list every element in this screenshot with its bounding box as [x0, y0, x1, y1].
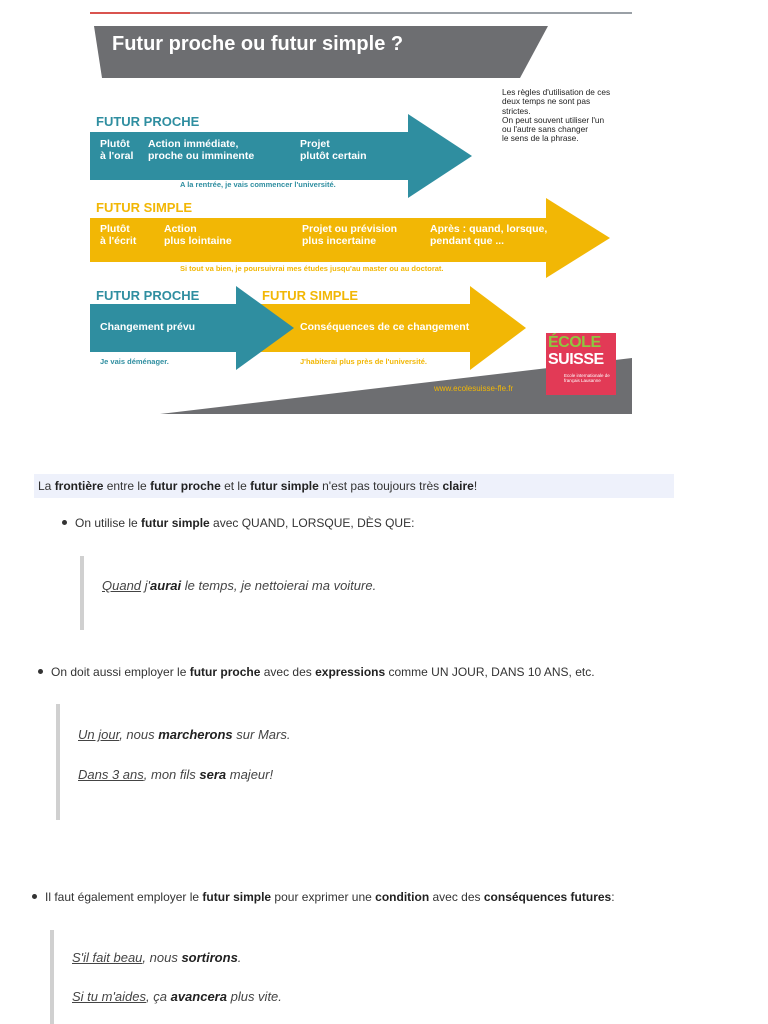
row3-cell-right: Conséquences de ce changement [300, 321, 470, 333]
quote-condition-line1: S'il fait beau, nous sortirons. [72, 950, 242, 965]
lead-sentence: La frontière entre le futur proche et le futur simple n'est pas toujours très claire! [34, 474, 674, 498]
infographic [90, 26, 632, 414]
row1-heading: FUTUR PROCHE [96, 114, 200, 129]
row2-cell-ecrit: Plutôt à l'écrit [100, 223, 137, 247]
row3-example-right: J'habiterai plus près de l'université. [300, 357, 427, 366]
quote-expressions-line2: Dans 3 ans, mon fils sera majeur! [78, 767, 274, 782]
row2-cell-apres: Après : quand, lorsque, pendant que ... [430, 223, 548, 247]
row2-heading: FUTUR SIMPLE [96, 200, 193, 215]
quote-condition-line2: Si tu m'aides, ça avancera plus vite. [72, 989, 282, 1004]
bullet-quand: On utilise le futur simple avec QUAND, LORSQUE, DÈS QUE: [62, 516, 414, 530]
bullet-expressions: On doit aussi employer le futur proche avec des expressions comme UN JOUR, DANS 10 ANS, etc. [38, 665, 595, 679]
bullet-condition: Il faut également employer le futur simple pour exprimer une condition avec des conséquences futures: [32, 890, 615, 904]
bullet-dot [62, 520, 67, 525]
ecole-suisse-logo: ÉCOLE SUISSE Ecole internationale de français Lausanne [546, 333, 616, 395]
infographic-title: Futur proche ou futur simple ? [112, 33, 404, 55]
row1-cell-action: Action immédiate, proche ou imminente [148, 138, 255, 162]
quote-quand-line: Quand j'aurai le temps, je nettoierai ma voiture. [102, 578, 377, 593]
top-divider [90, 12, 632, 14]
row3-heading-right: FUTUR SIMPLE [262, 288, 359, 303]
quote-expressions-line1: Un jour, nous marcherons sur Mars. [78, 727, 291, 742]
bullet-dot [32, 894, 37, 899]
row1-cell-projet: Projet plutôt certain [300, 138, 367, 162]
row2-cell-action: Action plus lointaine [164, 223, 232, 247]
row1-cell-oral: Plutôt à l'oral [100, 138, 134, 162]
quote-expressions [56, 704, 60, 820]
quote-condition [50, 930, 54, 1024]
row3-cell-left: Changement prévu [100, 321, 196, 333]
quote-quand [80, 556, 84, 630]
bullet-dot [38, 669, 43, 674]
infographic-url: www.ecolesuisse-fle.fr [434, 384, 514, 393]
row3-example-left: Je vais déménager. [100, 357, 169, 366]
infographic-note: Les règles d'utilisation de ces deux temps ne sont pas strictes. On peut souvent utiliser l'un ou l'autre sans changer le sens de la phrase. [502, 87, 611, 144]
row2-example: Si tout va bien, je poursuivrai mes études jusqu'au master ou au doctorat. [180, 264, 444, 273]
row2-cell-projet: Projet ou prévision plus incertaine [302, 223, 398, 247]
row1-example: A la rentrée, je vais commencer l'université. [180, 180, 336, 189]
row3-heading-left: FUTUR PROCHE [96, 288, 200, 303]
